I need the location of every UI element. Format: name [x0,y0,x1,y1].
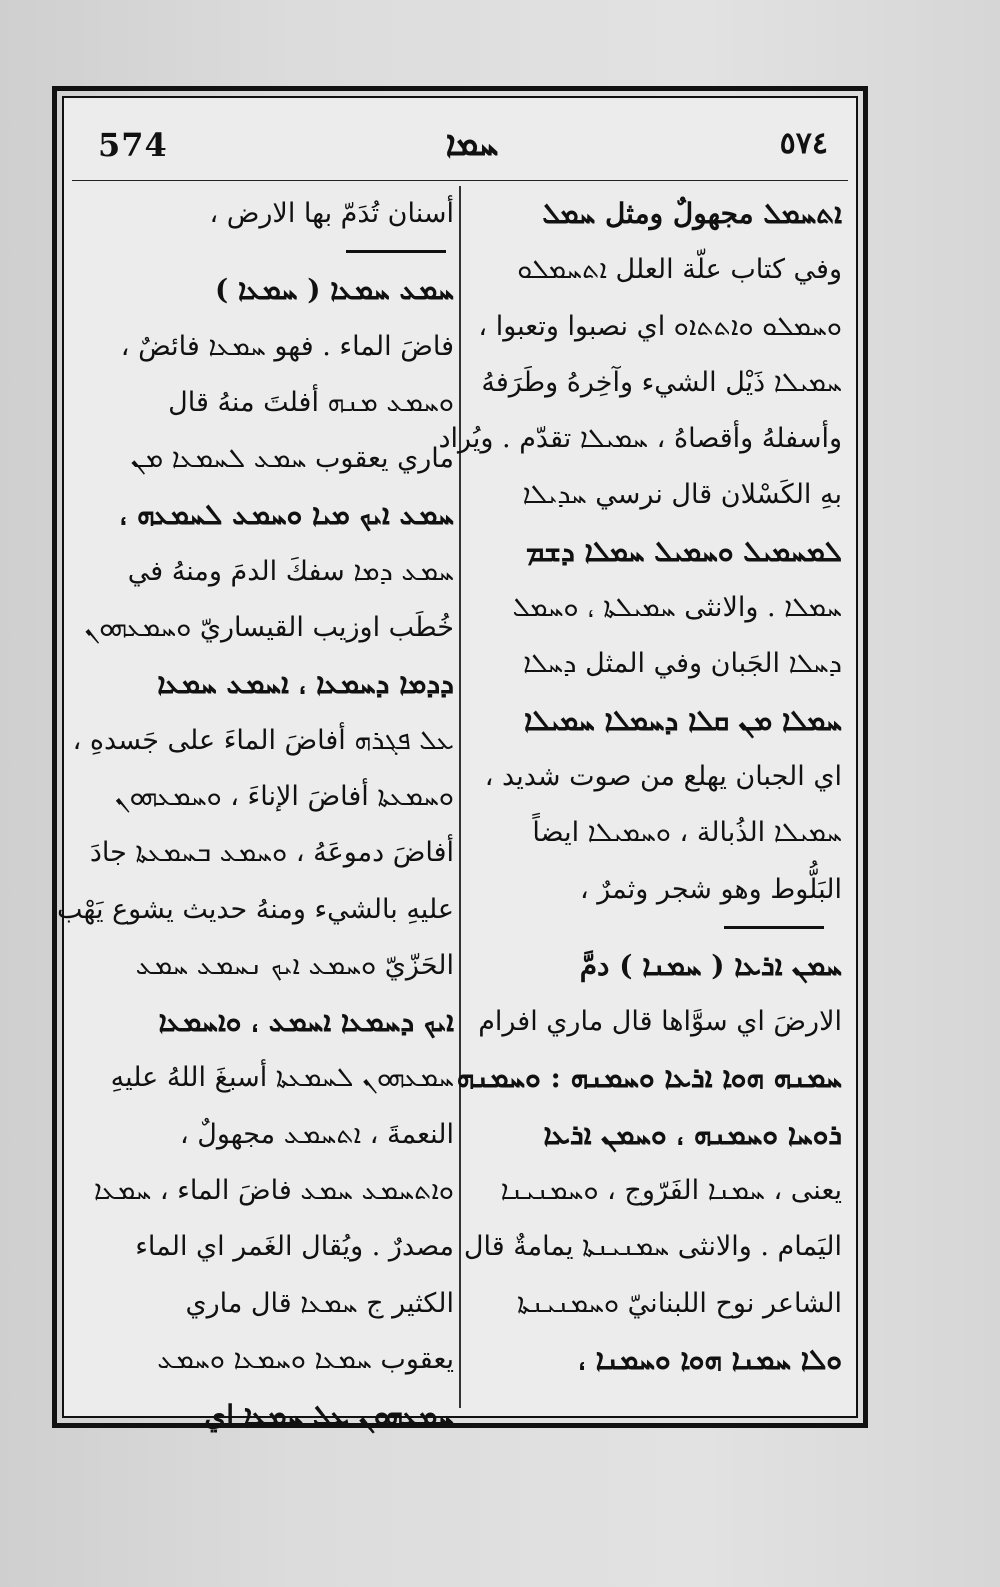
page-number-latin: 574 [98,126,168,164]
text-line: ܕܕܡܐ ܕܚܡܥܐ ، ܐܚܡܥ ܚܡܥܐ [157,667,454,701]
text-line: ܪܘܚܐ ܘܚܡܢܗ ، ܘܚܡܢ ܐܪܥܐ [543,1117,842,1151]
text-line: ܚܡܝܠܐ الذُبالة ، ܘܚܡܝܠܐ ايضاً [532,817,842,849]
text-line: مصدرٌ . ويُقال الغَمر اي الماء [135,1231,454,1263]
text-line: يعقوب ܚܡܥܐ ܘܚܡܥܐ ܘܚܡܥ [157,1343,454,1375]
text-line: الحَزّيّ ܘܚܡܥ ܐܝܟ ܢܚܡܥ ܚܡܥ [135,949,454,981]
running-head-word: ܚܡܐ [445,124,499,164]
text-line: ܚܡܥ ܐܝܟ ܡܝܐ ܘܚܡܥ ܠܚܡܥܗ ، [119,498,454,532]
text-line: ܚܡܠܐ ܡܢ ܩܠܐ ܕܚܡܠܐ ܚܡܝܠܐ [524,703,842,737]
right-column [438,186,842,1408]
column-divider [459,186,461,1408]
text-line: الارضَ اي سوَّاها قال ماري افرام [478,1006,842,1038]
text-line: ܚܡܥܗܘܢ ܠܚܡܥܬܐ أسبغَ اللهُ عليهِ [110,1062,454,1094]
section-separator [464,918,842,938]
text-line: البَلُّوط وهو شجر وثمرٌ ، [579,873,842,905]
text-line: ܘܚܡܠܘ ܘܐܬܬܐܘ اي نصبوا وتعبوا ، [478,310,842,342]
entry-heading: ܚܡܢ ܐܪܥܐ ( ܚܡܢܐ ) دمَّ [579,948,842,982]
text-line: بهِ الكَسْلان قال نرسي ܚܕܝܠܐ [522,479,842,511]
text-line: عليهِ بالشيء ومنهُ حديث يشوع يَهْب [57,893,454,925]
text-line: ܚܡܠܐ . والانثى ܚܡܝܠܬܐ ، ܘܚܡܠ [512,592,842,624]
text-line: ܚܡܝܠܐ ذَيْل الشيء وآخِرهُ وطَرَفهُ [481,366,842,398]
text-line: ܚܡܢܗ ܗܘܐ ܐܪܥܐ ܘܚܡܢܗ : ܘܚܡܢܗ [456,1061,842,1095]
text-line: أفاضَ دموعَهُ ، ܘܚܡܥ ܒܚܡܥܬܐ جادَ [89,837,454,869]
text-line: ܘܐܬܚܡܥ ܚܡܥ فاضَ الماء ، ܚܡܥܐ [93,1175,454,1207]
text-line: الشاعر نوح اللبنانيّ ܘܚܡܢܝܢܬܐ [516,1287,842,1319]
entry-heading: ܚܡܥ ܚܡܥܐ ( ܚܡܥܐ ) [215,273,454,307]
text-line: فاضَ الماء . فهو ܚܡܥܐ فائضٌ ، [120,330,454,362]
text-line: ܘܚܡܥ ܡܢܗ أفلتَ منهُ قال [168,386,454,418]
page-header [72,120,848,181]
text-line: يعنى ، ܚܡܢܐ الفَرّوج ، ܘܚܡܢܝܢܐ [500,1175,842,1207]
text-line: وفي كتاب علّة العلل ܐܬܚܡܠܘ [517,254,842,286]
text-line: خُطَب اوزيب القيساريّ ܘܚܡܥܗܘܢ [84,612,454,644]
text-line: ܠܡܚܡܝܠ ܘܚܡܝܠ ܚܡܠܐ ܕܫܡ [526,534,842,568]
text-line: ܐܝܟ ܕܚܡܥܐ ܐܚܡܥ ، ܘܐܚܡܥܐ [158,1005,454,1039]
text-line: أسنان تُدَمّ بها الارض ، [209,198,454,229]
text-line: اي الجبان يهلع من صوت شديد ، [484,760,842,792]
section-separator [74,242,454,262]
text-line: اليَمام . والانثى ܚܡܢܝܢܬܐ يمامةٌ قال [463,1231,842,1263]
text-line: ܚܡܥ ܕܡܐ سفكَ الدمَ ومنهُ في [127,555,454,587]
left-column [57,186,454,1433]
text-line: النعمةَ ، ܐܬܚܡܥ مجهولٌ ، [179,1118,454,1150]
text-line: ܘܚܡܥܬܐ أفاضَ الإناءَ ، ܘܚܡܥܗܘܢ [114,780,454,812]
text-line: ܕܚܠܐ الجَبان وفي المثل ܕܚܠܐ [523,648,842,680]
text-line: ܐܬܚܡܠ مجهولٌ ومثل ܚܡܠ [542,197,842,230]
page-number-arabic: ٥٧٤ [779,126,828,161]
text-line: وأسفلهُ وأقصاهُ ، ܚܡܝܠܐ تقدّم . ويُراد [438,423,842,455]
text-line: ܘܠܐ ܚܡܢܐ ܗܘܐ ܘܚܡܢܐ ، [578,1342,842,1376]
text-line: ܥܠ ܦܓܪܗ أفاضَ الماءَ على جَسدهِ ، [72,724,454,756]
text-line: ܚܡܥܗܘܢ ܥܠ ܚܡܥܐ اي [204,1399,454,1433]
text-line: ماري يعقوب ܚܡܥ ܠܚܡܥܐ ܡܢ [130,443,454,475]
text-line: الكثير ج ܚܡܥܐ قال ماري [185,1287,454,1319]
